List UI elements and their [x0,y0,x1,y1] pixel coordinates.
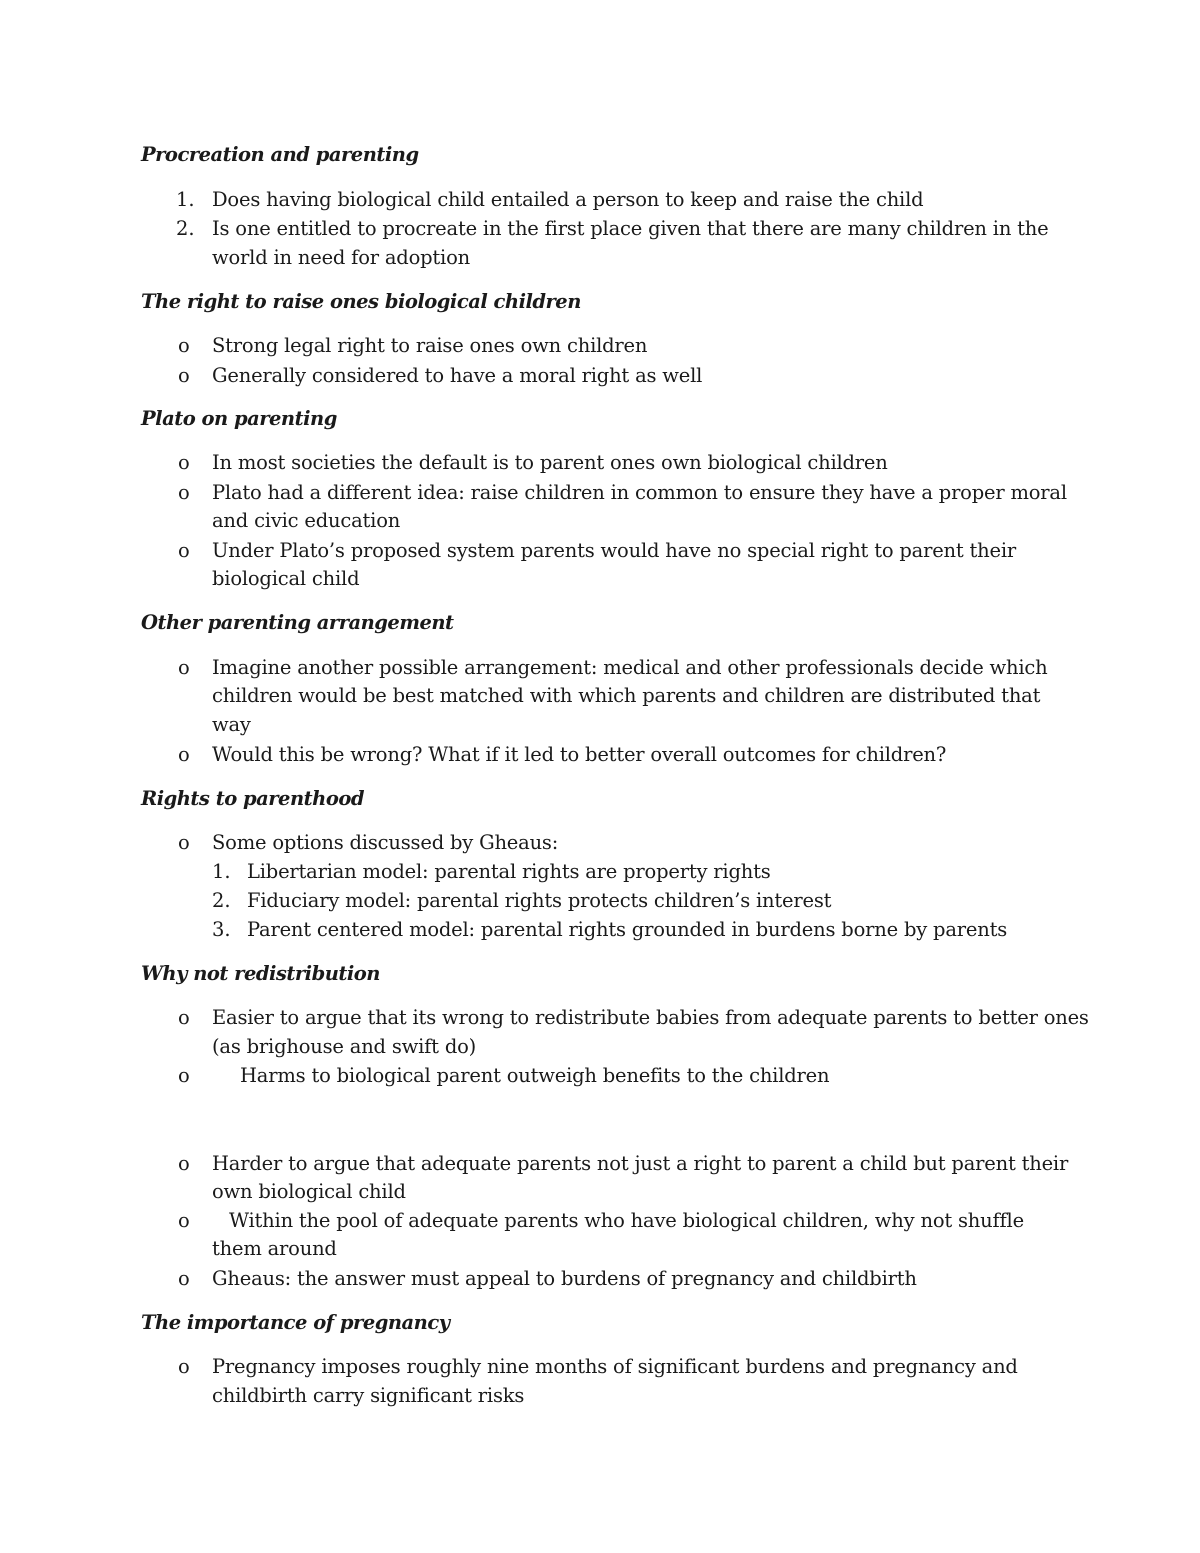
bullet-marker: o [178,743,190,766]
section-heading: The importance of pregnancy [141,1311,450,1334]
bullet-marker: o [178,1355,190,1378]
list-item: Fiduciary model: parental rights protects children’s interest [247,889,832,912]
section-heading: Procreation and parenting [141,143,419,166]
bullet-marker: o [178,1064,190,1087]
section-heading: Rights to parenthood [141,787,364,810]
list-item: Would this be wrong? What if it led to better overall outcomes for children? [212,743,947,766]
list-item: In most societies the default is to parent ones own biological children [212,451,888,474]
list-item-continuation: way [212,713,251,736]
section-heading: The right to raise ones biological children [141,290,581,313]
bullet-marker: o [178,656,190,679]
list-item: Within the pool of adequate parents who have biological children, why not shuffle [229,1209,1024,1232]
list-item-continuation: own biological child [212,1180,406,1203]
bullet-marker: o [178,334,190,357]
list-item: Generally considered to have a moral right as well [212,364,703,387]
bullet-marker: o [178,1152,190,1175]
list-item: Plato had a different idea: raise children in common to ensure they have a proper moral [212,481,1067,504]
list-number: 1. [176,188,195,211]
section-heading: Plato on parenting [141,407,337,430]
list-number: 1. [212,860,231,883]
list-item: Gheaus: the answer must appeal to burdens of pregnancy and childbirth [212,1267,917,1290]
list-item: Does having biological child entailed a person to keep and raise the child [212,188,924,211]
list-number: 2. [176,217,195,240]
list-item: Pregnancy imposes roughly nine months of significant burdens and pregnancy and [212,1355,1018,1378]
section-heading: Other parenting arrangement [141,611,454,634]
list-item: Strong legal right to raise ones own children [212,334,648,357]
section-heading: Why not redistribution [141,962,380,985]
bullet-marker: o [178,481,190,504]
list-number: 3. [212,918,231,941]
bullet-marker: o [178,539,190,562]
bullet-marker: o [178,364,190,387]
list-item-continuation: world in need for adoption [212,246,470,269]
list-item: Harder to argue that adequate parents not just a right to parent a child but parent their [212,1152,1069,1175]
list-item: Some options discussed by Gheaus: [212,831,559,854]
list-item-continuation: children would be best matched with which parents and children are distributed that [212,684,1041,707]
bullet-marker: o [178,451,190,474]
list-item: Easier to argue that its wrong to redistribute babies from adequate parents to better ones [212,1006,1089,1029]
list-item: Is one entitled to procreate in the first place given that there are many children in the [212,217,1049,240]
bullet-marker: o [178,1006,190,1029]
list-item: Harms to biological parent outweigh benefits to the children [240,1064,830,1087]
list-item: Libertarian model: parental rights are property rights [247,860,771,883]
list-item-continuation: them around [212,1237,337,1260]
bullet-marker: o [178,1209,190,1232]
list-item-continuation: and civic education [212,509,401,532]
list-number: 2. [212,889,231,912]
list-item-continuation: (as brighouse and swift do) [212,1035,477,1058]
list-item: Imagine another possible arrangement: medical and other professionals decide which [212,656,1048,679]
bullet-marker: o [178,831,190,854]
list-item-continuation: biological child [212,567,360,590]
list-item-continuation: childbirth carry significant risks [212,1384,525,1407]
list-item: Under Plato’s proposed system parents would have no special right to parent their [212,539,1017,562]
list-item: Parent centered model: parental rights grounded in burdens borne by parents [247,918,1008,941]
bullet-marker: o [178,1267,190,1290]
